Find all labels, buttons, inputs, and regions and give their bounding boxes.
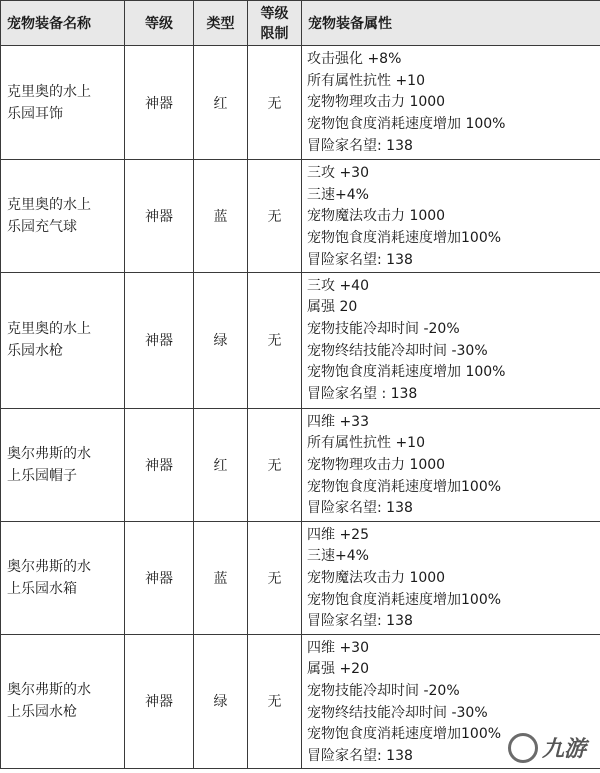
table-row (1, 408, 600, 521)
attribute-line: 冒险家名望 : 138 (307, 386, 418, 403)
table-row (1, 160, 600, 273)
type-cell: 蓝 (194, 521, 248, 634)
level-cell: 神器 (125, 634, 194, 768)
equipment-name-cell (1, 408, 125, 521)
attribute-line: 三速+4% (307, 548, 369, 565)
attribute-line: 宠物饱食度消耗速度增加100% (307, 230, 502, 247)
attribute-line: 属强 +20 (307, 661, 369, 678)
equipment-name-line: 上乐园帽子 (7, 467, 77, 484)
level-cell: 神器 (125, 46, 194, 160)
limit-cell: 无 (248, 46, 302, 160)
equipment-name-cell (1, 521, 125, 634)
attribute-line: 四维 +25 (307, 526, 369, 543)
header-type: 类型 (194, 1, 248, 46)
attributes-cell (302, 46, 600, 160)
attributes-cell (302, 408, 600, 521)
attribute-line: 冒险家名望: 138 (307, 500, 413, 517)
equipment-name-line: 奥尔弗斯的水 (7, 558, 91, 575)
attribute-line: 三速+4% (307, 186, 369, 203)
header-limit-line1: 等级 (260, 6, 289, 22)
header-attrs: 宠物装备属性 (302, 1, 600, 46)
type-cell: 红 (194, 408, 248, 521)
watermark (502, 728, 592, 767)
attributes-cell (302, 160, 600, 273)
limit-cell: 无 (248, 272, 302, 408)
attribute-line: 冒险家名望: 138 (307, 613, 413, 630)
header-level: 等级 (125, 1, 194, 46)
equipment-name-cell (1, 634, 125, 768)
attribute-line: 宠物魔法攻击力 1000 (307, 208, 446, 225)
level-cell: 神器 (125, 160, 194, 273)
equipment-name-line: 乐园耳饰 (7, 105, 63, 122)
attribute-line: 冒险家名望: 138 (307, 251, 413, 268)
attribute-line: 宠物饱食度消耗速度增加100% (307, 478, 502, 495)
limit-cell: 无 (248, 634, 302, 768)
limit-cell: 无 (248, 521, 302, 634)
equipment-name-line: 克里奥的水上 (7, 321, 91, 338)
type-cell: 绿 (194, 272, 248, 408)
level-cell: 神器 (125, 408, 194, 521)
table-row (1, 272, 600, 408)
attribute-line: 所有属性抗性 +10 (307, 435, 425, 452)
attributes-cell (302, 272, 600, 408)
attribute-line: 宠物饱食度消耗速度增加100% (307, 591, 502, 608)
equipment-name-line: 上乐园水枪 (7, 704, 77, 721)
attributes-cell (302, 521, 600, 634)
attribute-line: 宠物技能冷却时间 -20% (307, 682, 460, 699)
attribute-line: 攻击强化 +8% (307, 51, 402, 67)
header-row (1, 1, 600, 46)
attribute-line: 所有属性抗性 +10 (307, 72, 425, 89)
attribute-line: 宠物技能冷却时间 -20% (307, 320, 460, 337)
table-row (1, 46, 600, 160)
equipment-name-line: 克里奥的水上 (7, 196, 91, 213)
equipment-name-line: 奥尔弗斯的水 (7, 445, 91, 462)
attribute-line: 三攻 +40 (307, 277, 369, 294)
type-cell: 红 (194, 46, 248, 160)
attribute-line: 宠物物理攻击力 1000 (307, 94, 446, 111)
header-limit (248, 1, 302, 46)
header-limit-line2: 限制 (260, 26, 289, 42)
level-cell: 神器 (125, 521, 194, 634)
attribute-line: 宠物魔法攻击力 1000 (307, 569, 446, 586)
equipment-name-line: 乐园充气球 (7, 218, 77, 235)
attribute-line: 宠物饱食度消耗速度增加100% (307, 726, 502, 743)
attribute-line: 冒险家名望: 138 (307, 748, 413, 765)
equipment-name-line: 乐园水枪 (7, 343, 63, 360)
attribute-line: 宠物终结技能冷却时间 -30% (307, 704, 488, 721)
equipment-name-line: 上乐园水箱 (7, 580, 77, 597)
watermark-text: 九游 (541, 737, 586, 762)
attribute-line: 宠物饱食度消耗速度增加 100% (307, 116, 506, 133)
equipment-name-line: 奥尔弗斯的水 (7, 682, 91, 699)
equipment-name-cell (1, 160, 125, 273)
limit-cell: 无 (248, 160, 302, 273)
attribute-line: 宠物终结技能冷却时间 -30% (307, 342, 488, 359)
attribute-line: 宠物物理攻击力 1000 (307, 456, 446, 473)
type-cell: 绿 (194, 634, 248, 768)
attribute-line: 四维 +33 (307, 413, 369, 430)
attribute-line: 四维 +30 (307, 639, 369, 656)
attribute-line: 属强 20 (307, 299, 358, 316)
level-cell: 神器 (125, 272, 194, 408)
limit-cell: 无 (248, 408, 302, 521)
attribute-line: 宠物饱食度消耗速度增加 100% (307, 364, 506, 381)
type-cell: 蓝 (194, 160, 248, 273)
watermark-logo-icon (508, 733, 538, 763)
attribute-line: 三攻 +30 (307, 165, 369, 181)
table-row (1, 521, 600, 634)
equipment-name-line: 克里奥的水上 (7, 83, 91, 100)
equipment-name-cell (1, 272, 125, 408)
attribute-line: 冒险家名望: 138 (307, 137, 413, 154)
header-name: 宠物装备名称 (1, 1, 125, 46)
equipment-name-cell (1, 46, 125, 160)
